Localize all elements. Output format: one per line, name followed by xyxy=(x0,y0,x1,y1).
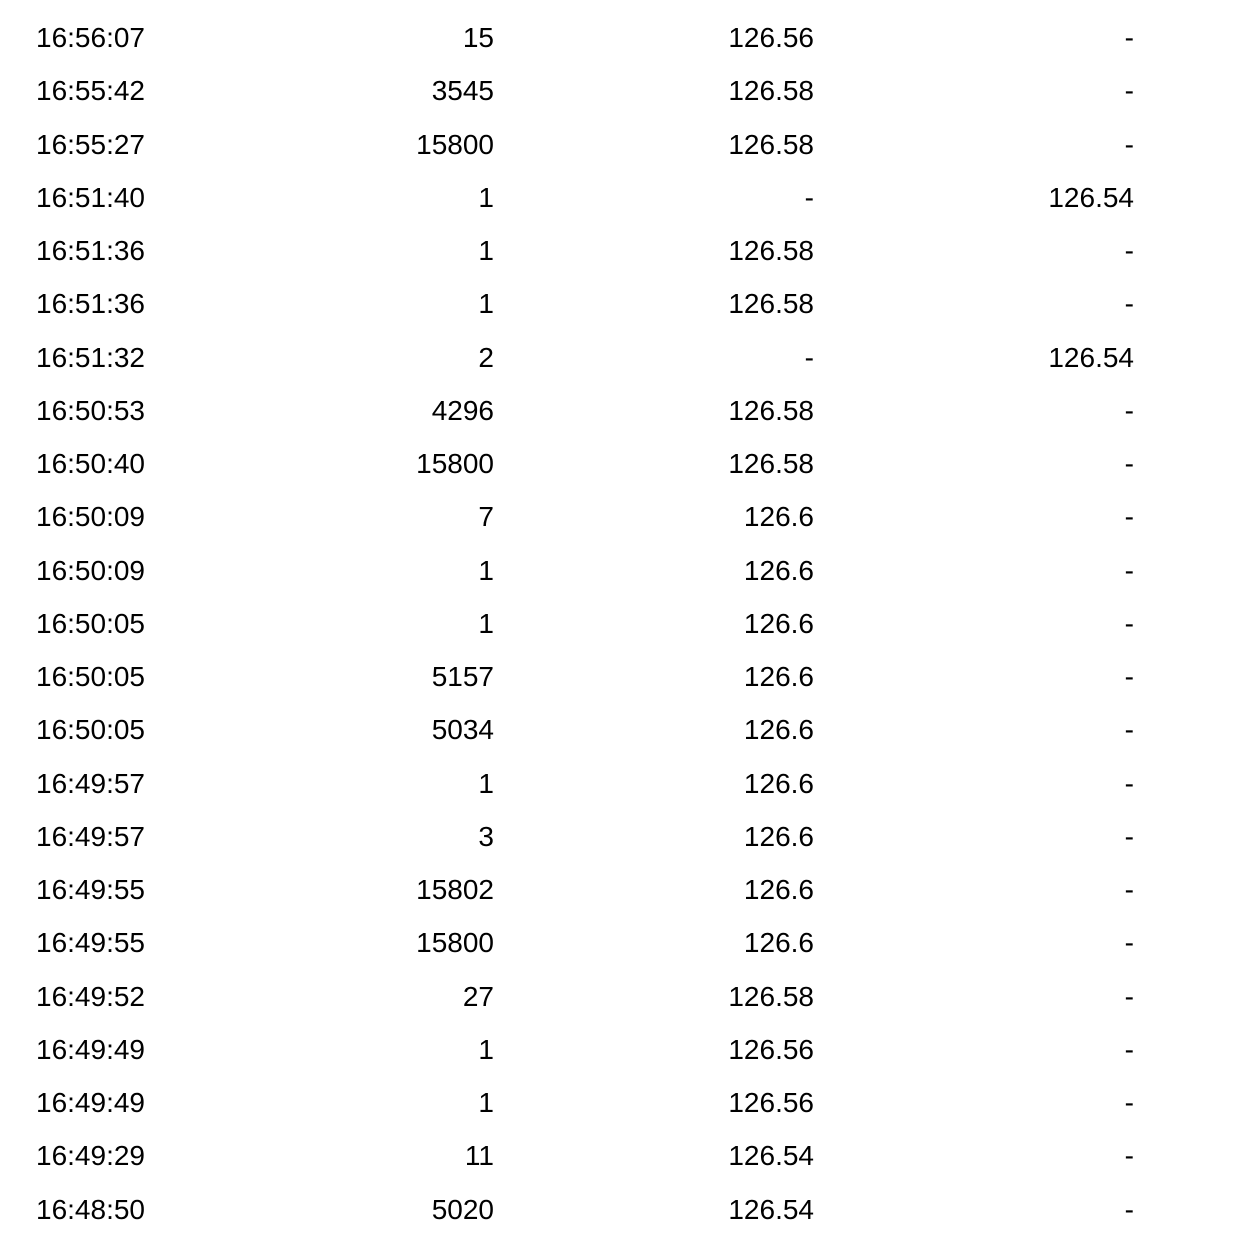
trade-volume: 1 xyxy=(478,767,494,799)
trade-row xyxy=(0,916,1246,969)
trade-volume: 11 xyxy=(464,1140,494,1172)
trade-volume: 4296 xyxy=(431,394,494,426)
trade-bid-price: 126.54 xyxy=(728,1140,814,1172)
trade-time: 16:49:29 xyxy=(36,1140,145,1172)
trade-ask-price: - xyxy=(1124,607,1134,639)
trade-volume: 5034 xyxy=(431,714,494,746)
trade-time: 16:50:05 xyxy=(36,714,145,746)
trade-volume: 1 xyxy=(478,181,494,213)
trade-volume: 15802 xyxy=(416,874,494,905)
trade-bid-price: 126.56 xyxy=(728,1033,814,1065)
trade-volume: 5157 xyxy=(431,661,494,692)
trade-time: 16:50:53 xyxy=(36,394,145,426)
trade-row xyxy=(0,810,1246,863)
trade-row xyxy=(0,970,1246,1023)
trade-ask-price: - xyxy=(1124,820,1134,852)
trade-time: 16:49:52 xyxy=(36,980,145,1012)
trade-bid-price: 126.58 xyxy=(728,448,814,479)
trade-time: 16:50:40 xyxy=(36,448,145,479)
trade-ask-price: - xyxy=(1124,1140,1134,1172)
trade-volume: 15800 xyxy=(416,128,494,160)
trade-volume: 1 xyxy=(478,1033,494,1065)
trade-time: 16:49:55 xyxy=(36,927,145,959)
trade-ask-price: - xyxy=(1124,448,1134,479)
trade-time: 16:49:57 xyxy=(36,767,145,799)
trade-volume: 1 xyxy=(478,288,494,320)
trade-row xyxy=(0,11,1246,64)
trade-row xyxy=(0,331,1246,384)
trade-row xyxy=(0,1183,1246,1236)
trade-time: 16:56:07 xyxy=(36,22,145,53)
trade-ask-price: - xyxy=(1124,501,1134,533)
trade-bid-price: 126.6 xyxy=(743,714,814,746)
trade-ask-price: - xyxy=(1124,661,1134,692)
trade-time: 16:50:05 xyxy=(36,661,145,692)
trade-bid-price: 126.58 xyxy=(728,980,814,1012)
trade-row xyxy=(0,384,1246,437)
trade-row xyxy=(0,703,1246,756)
trade-time: 16:49:49 xyxy=(36,1087,145,1118)
trade-row xyxy=(0,224,1246,277)
trade-bid-price: 126.56 xyxy=(728,22,814,53)
trade-volume: 3545 xyxy=(431,75,494,107)
trade-bid-price: 126.58 xyxy=(728,75,814,107)
trade-bid-price: 126.6 xyxy=(743,820,814,852)
trade-volume: 2 xyxy=(478,341,494,373)
trade-time: 16:51:36 xyxy=(36,288,145,320)
trade-volume: 15 xyxy=(462,22,494,53)
trade-volume: 5020 xyxy=(431,1193,494,1225)
trade-row xyxy=(0,1076,1246,1129)
trade-volume: 1 xyxy=(478,1087,494,1118)
trade-time: 16:50:05 xyxy=(36,607,145,639)
trade-ask-price: - xyxy=(1124,1033,1134,1065)
trade-time: 16:50:09 xyxy=(36,501,145,533)
trade-ask-price: - xyxy=(1124,767,1134,799)
trade-time: 16:51:32 xyxy=(36,341,145,373)
trade-volume: 7 xyxy=(478,501,494,533)
trade-time: 16:51:36 xyxy=(36,235,145,266)
trade-row xyxy=(0,437,1246,490)
trade-bid-price: 126.56 xyxy=(728,1087,814,1118)
trade-row xyxy=(0,650,1246,703)
trade-time: 16:49:57 xyxy=(36,820,145,852)
trade-volume: 3 xyxy=(478,820,494,852)
trade-ask-price: - xyxy=(1124,927,1134,959)
trade-time: 16:49:49 xyxy=(36,1033,145,1065)
trade-ask-price: - xyxy=(1124,714,1134,746)
trade-bid-price: 126.6 xyxy=(743,767,814,799)
trade-time: 16:49:55 xyxy=(36,874,145,905)
trade-ask-price: - xyxy=(1124,288,1134,320)
trade-ask-price: - xyxy=(1124,874,1134,905)
trade-ask-price: - xyxy=(1124,128,1134,160)
trade-row xyxy=(0,1023,1246,1076)
trade-ask-price: 126.54 xyxy=(1048,181,1134,213)
trade-time: 16:50:09 xyxy=(36,554,145,586)
trade-ask-price: - xyxy=(1124,1193,1134,1225)
trade-bid-price: 126.58 xyxy=(728,394,814,426)
trade-row xyxy=(0,757,1246,810)
trade-bid-price: 126.58 xyxy=(728,128,814,160)
trade-volume: 15800 xyxy=(416,448,494,479)
trade-row xyxy=(0,1129,1246,1182)
trade-bid-price: 126.6 xyxy=(743,661,814,692)
trade-row xyxy=(0,544,1246,597)
trade-time: 16:48:50 xyxy=(36,1193,145,1225)
trade-volume: 27 xyxy=(462,980,494,1012)
trade-ask-price: 126.54 xyxy=(1048,341,1134,373)
trade-ask-price: - xyxy=(1124,1087,1134,1118)
trade-bid-price: 126.54 xyxy=(728,1193,814,1225)
trade-volume: 15800 xyxy=(416,927,494,959)
trade-volume: 1 xyxy=(478,554,494,586)
trade-row xyxy=(0,490,1246,543)
trade-time: 16:51:40 xyxy=(36,181,145,213)
trade-bid-price: 126.6 xyxy=(743,874,814,905)
trade-row xyxy=(0,863,1246,916)
trade-bid-price: 126.6 xyxy=(743,554,814,586)
trade-bid-price: 126.58 xyxy=(728,235,814,266)
trade-bid-price: 126.6 xyxy=(743,607,814,639)
trades-table xyxy=(0,11,1246,1236)
trade-bid-price: - xyxy=(804,181,814,213)
trade-ask-price: - xyxy=(1124,554,1134,586)
trade-bid-price: 126.6 xyxy=(743,501,814,533)
trade-ask-price: - xyxy=(1124,75,1134,107)
trade-bid-price: 126.6 xyxy=(743,927,814,959)
trade-time: 16:55:42 xyxy=(36,75,145,107)
trade-row xyxy=(0,64,1246,117)
trade-time: 16:55:27 xyxy=(36,128,145,160)
trade-row xyxy=(0,118,1246,171)
trade-row xyxy=(0,277,1246,330)
trade-bid-price: 126.58 xyxy=(728,288,814,320)
trade-row xyxy=(0,597,1246,650)
trade-row xyxy=(0,171,1246,224)
trade-ask-price: - xyxy=(1124,235,1134,266)
trade-ask-price: - xyxy=(1124,394,1134,426)
trade-volume: 1 xyxy=(478,235,494,266)
trade-volume: 1 xyxy=(478,607,494,639)
trade-bid-price: - xyxy=(804,341,814,373)
trade-ask-price: - xyxy=(1124,22,1134,53)
trade-ask-price: - xyxy=(1124,980,1134,1012)
